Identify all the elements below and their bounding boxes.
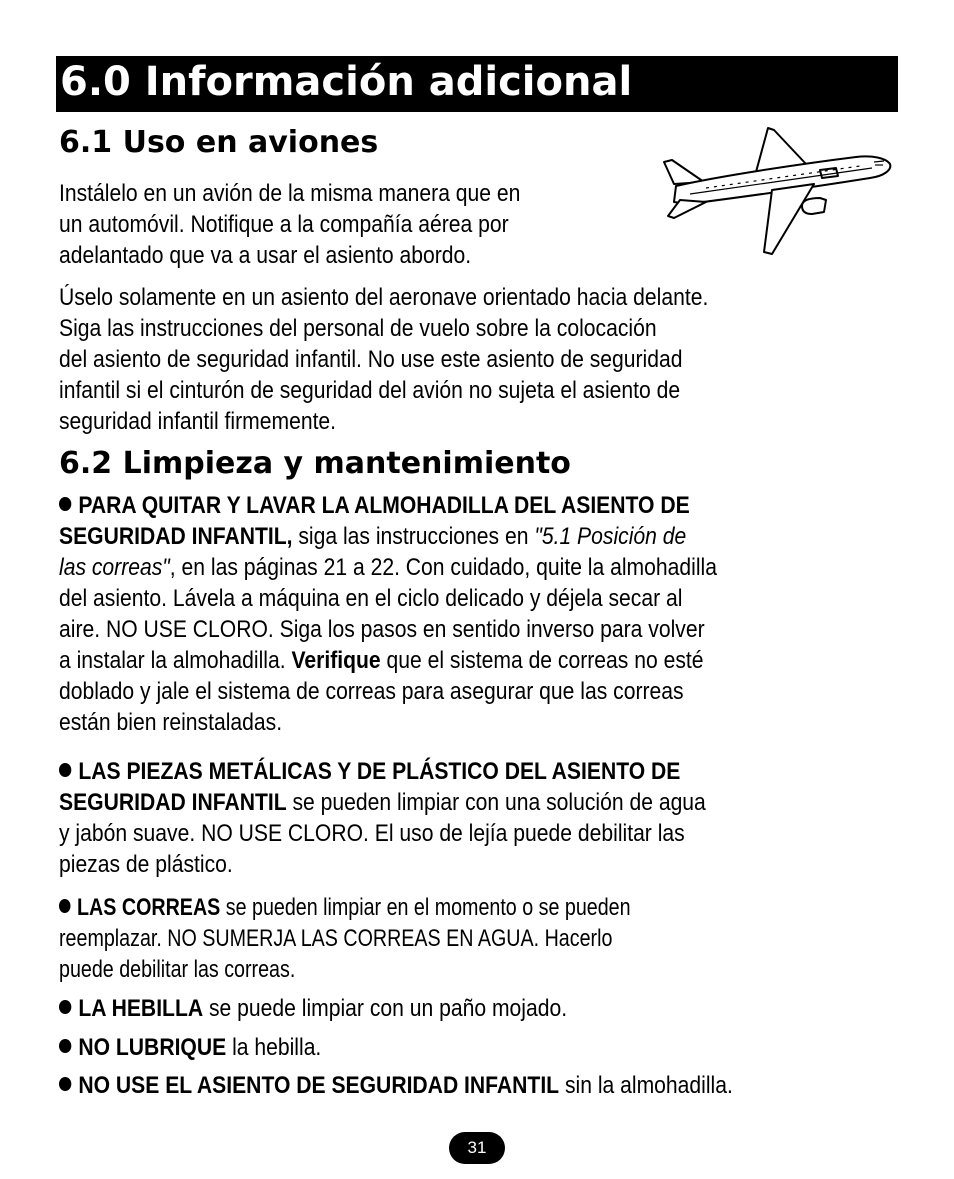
bold-text: LA HEBILLA [78, 995, 204, 1022]
bold-text: NO LUBRIQUE [78, 1034, 227, 1061]
text-line: del asiento de seguridad infantil. No use este asiento de seguridad [59, 346, 683, 373]
bold-text: Verifique [291, 647, 381, 674]
text-line: del asiento. Lávela a máquina en el ciclo delicado y déjela secar al [59, 585, 683, 612]
text-run: , en las páginas 21 a 22. Con cuidado, quite la almohadilla [169, 554, 717, 581]
paragraph-forward-facing [59, 282, 899, 437]
text-line: seguridad infantil firmemente. [59, 408, 337, 435]
text-line: y jabón suave. NO USE CLORO. El uso de lejía puede debilitar las [59, 820, 685, 847]
text-run: que el sistema de correas no esté [380, 647, 704, 674]
text-line: aire. NO USE CLORO. Siga los pasos en sentido inverso para volver [59, 616, 705, 643]
text-line: están bien reinstaladas. [59, 709, 283, 736]
paragraph-install-airplane [59, 178, 657, 271]
bullet-icon [59, 1077, 71, 1091]
bold-text: LAS CORREAS [77, 894, 221, 921]
bold-text: SEGURIDAD INFANTIL [59, 789, 287, 816]
text-line: Instálelo en un avión de la misma manera que en [59, 180, 521, 207]
bullet-icon [59, 1039, 71, 1053]
title-bar [56, 56, 898, 112]
bullet-no-lubricate [59, 1032, 899, 1063]
bullet-icon [59, 497, 71, 511]
section-heading-limpieza: 6.2 Limpieza y mantenimiento [59, 446, 571, 481]
text-run: la hebilla. [226, 1034, 322, 1061]
text-run: sin la almohadilla. [559, 1072, 733, 1099]
section-heading-aviones: 6.1 Uso en aviones [59, 125, 379, 160]
bullet-icon [59, 899, 70, 913]
text-run: siga las instrucciones en [292, 523, 535, 550]
bullet-buckle-cleaning [59, 993, 899, 1024]
text-run: se pueden limpiar con una solución de agua [286, 789, 706, 816]
text-line: doblado y jale el sistema de correas para asegurar que las correas [59, 678, 684, 705]
section-reference: las correas" [59, 554, 170, 581]
bold-text: NO USE EL ASIENTO DE SEGURIDAD INFANTIL [78, 1072, 560, 1099]
text-line: infantil si el cinturón de seguridad del avión no sujeta el asiento de [59, 377, 681, 404]
text-line: Úselo solamente en un asiento del aeronave orientado hacia delante. [59, 284, 709, 311]
text-line: un automóvil. Notifique a la compañía aérea por [59, 211, 509, 238]
bullet-no-use-without-pad [59, 1070, 899, 1101]
bold-text: LAS PIEZAS METÁLICAS Y DE PLÁSTICO DEL ASIENTO DE [78, 758, 681, 785]
text-run: se pueden limpiar en el momento o se pueden [220, 894, 631, 921]
text-line: Siga las instrucciones del personal de vuelo sobre la colocación [59, 315, 657, 342]
bullet-straps [59, 892, 813, 985]
bullet-metal-plastic-parts [59, 756, 899, 880]
text-line: reemplazar. NO SUMERJA LAS CORREAS EN AGUA. Hacerlo [59, 925, 613, 952]
text-line: piezas de plástico. [59, 851, 233, 878]
page-number: 31 [449, 1132, 505, 1164]
bold-text: PARA QUITAR Y LAVAR LA ALMOHADILLA DEL ASIENTO DE [78, 492, 690, 519]
bullet-icon [59, 1000, 71, 1014]
bullet-pad-removal [59, 490, 899, 738]
text-line: adelantado que va a usar el asiento abordo. [59, 242, 472, 269]
text-run: a instalar la almohadilla. [59, 647, 292, 674]
airplane-icon [660, 124, 894, 258]
bold-text: SEGURIDAD INFANTIL, [59, 523, 293, 550]
page-title: 6.0 Información adicional [60, 59, 633, 105]
bullet-icon [59, 763, 71, 777]
text-line: puede debilitar las correas. [59, 956, 296, 983]
section-reference: "5.1 Posición de [534, 523, 687, 550]
text-run: se puede limpiar con un paño mojado. [203, 995, 568, 1022]
